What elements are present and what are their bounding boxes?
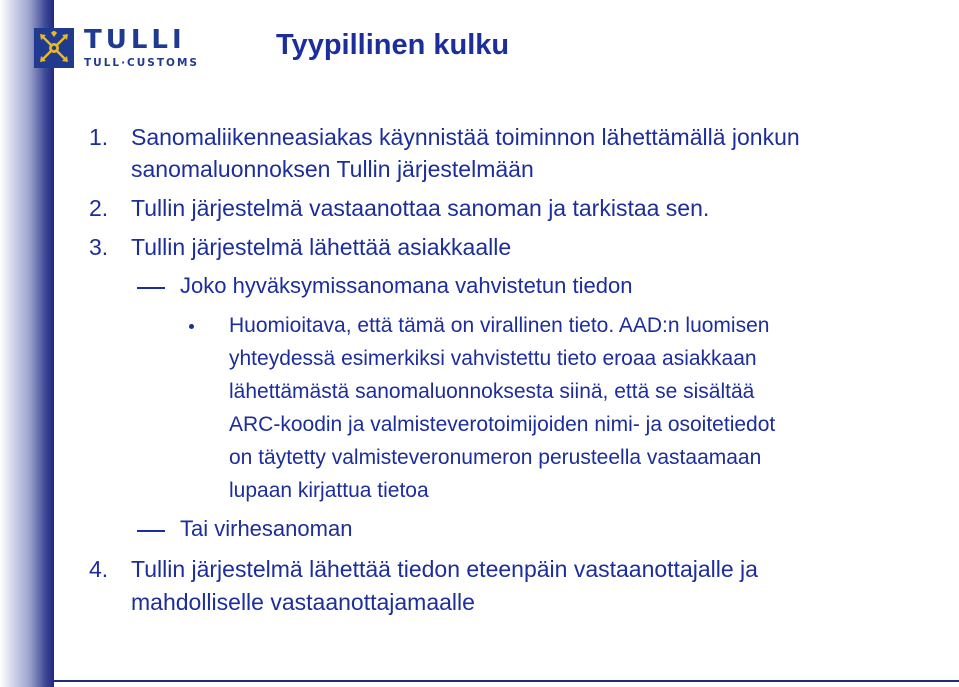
bullet-text-line: yhteydessä esimerkiksi vahvistettu tieto eroaa asiakkaan	[229, 347, 757, 370]
item-number: 4.	[89, 556, 109, 582]
item-text-line: Tullin järjestelmä vastaanottaa sanoman ja tarkistaa sen.	[131, 195, 710, 221]
bullet-marker	[189, 324, 194, 329]
dash-marker	[137, 530, 165, 532]
sub-item-text: Joko hyväksymissanomana vahvistetun tiedon	[180, 273, 633, 298]
item-text-line: Sanomaliikenneasiakas käynnistää toiminnon lähettämällä jonkun	[131, 124, 800, 150]
item-text-line: Tullin järjestelmä lähettää tiedon eteenpäin vastaanottajalle ja	[131, 556, 758, 582]
bullet-text-line: lähettämästä sanomaluonnoksesta siinä, että se sisältää	[229, 380, 755, 403]
bullet-text-line: lupaan kirjattua tietoa	[229, 479, 429, 502]
item-text-line: mahdolliselle vastaanottajamaalle	[131, 589, 475, 615]
sub-item-text: Tai virhesanoman	[180, 516, 353, 541]
logo-tagline: TULL·CUSTOMS	[84, 56, 199, 69]
bullet-text-line: on täytetty valmisteveronumeron perusteella vastaamaan	[229, 446, 762, 469]
item-number: 1.	[89, 124, 109, 150]
item-number: 2.	[89, 195, 109, 221]
logo-wordmark: TULLI	[84, 24, 186, 55]
bullet-text-line: ARC-koodin ja valmisteverotoimijoiden nimi- ja osoitetiedot	[229, 413, 776, 436]
bullet-text-line: Huomioitava, että tämä on virallinen tieto. AAD:n luomisen	[229, 314, 770, 337]
item-text-line: sanomaluonnoksen Tullin järjestelmään	[131, 156, 534, 182]
item-number: 3.	[89, 234, 109, 260]
item-text-line: Tullin järjestelmä lähettää asiakkaalle	[131, 234, 512, 260]
slide-title: Tyypillinen kulku	[276, 29, 510, 61]
dash-marker	[137, 287, 165, 289]
